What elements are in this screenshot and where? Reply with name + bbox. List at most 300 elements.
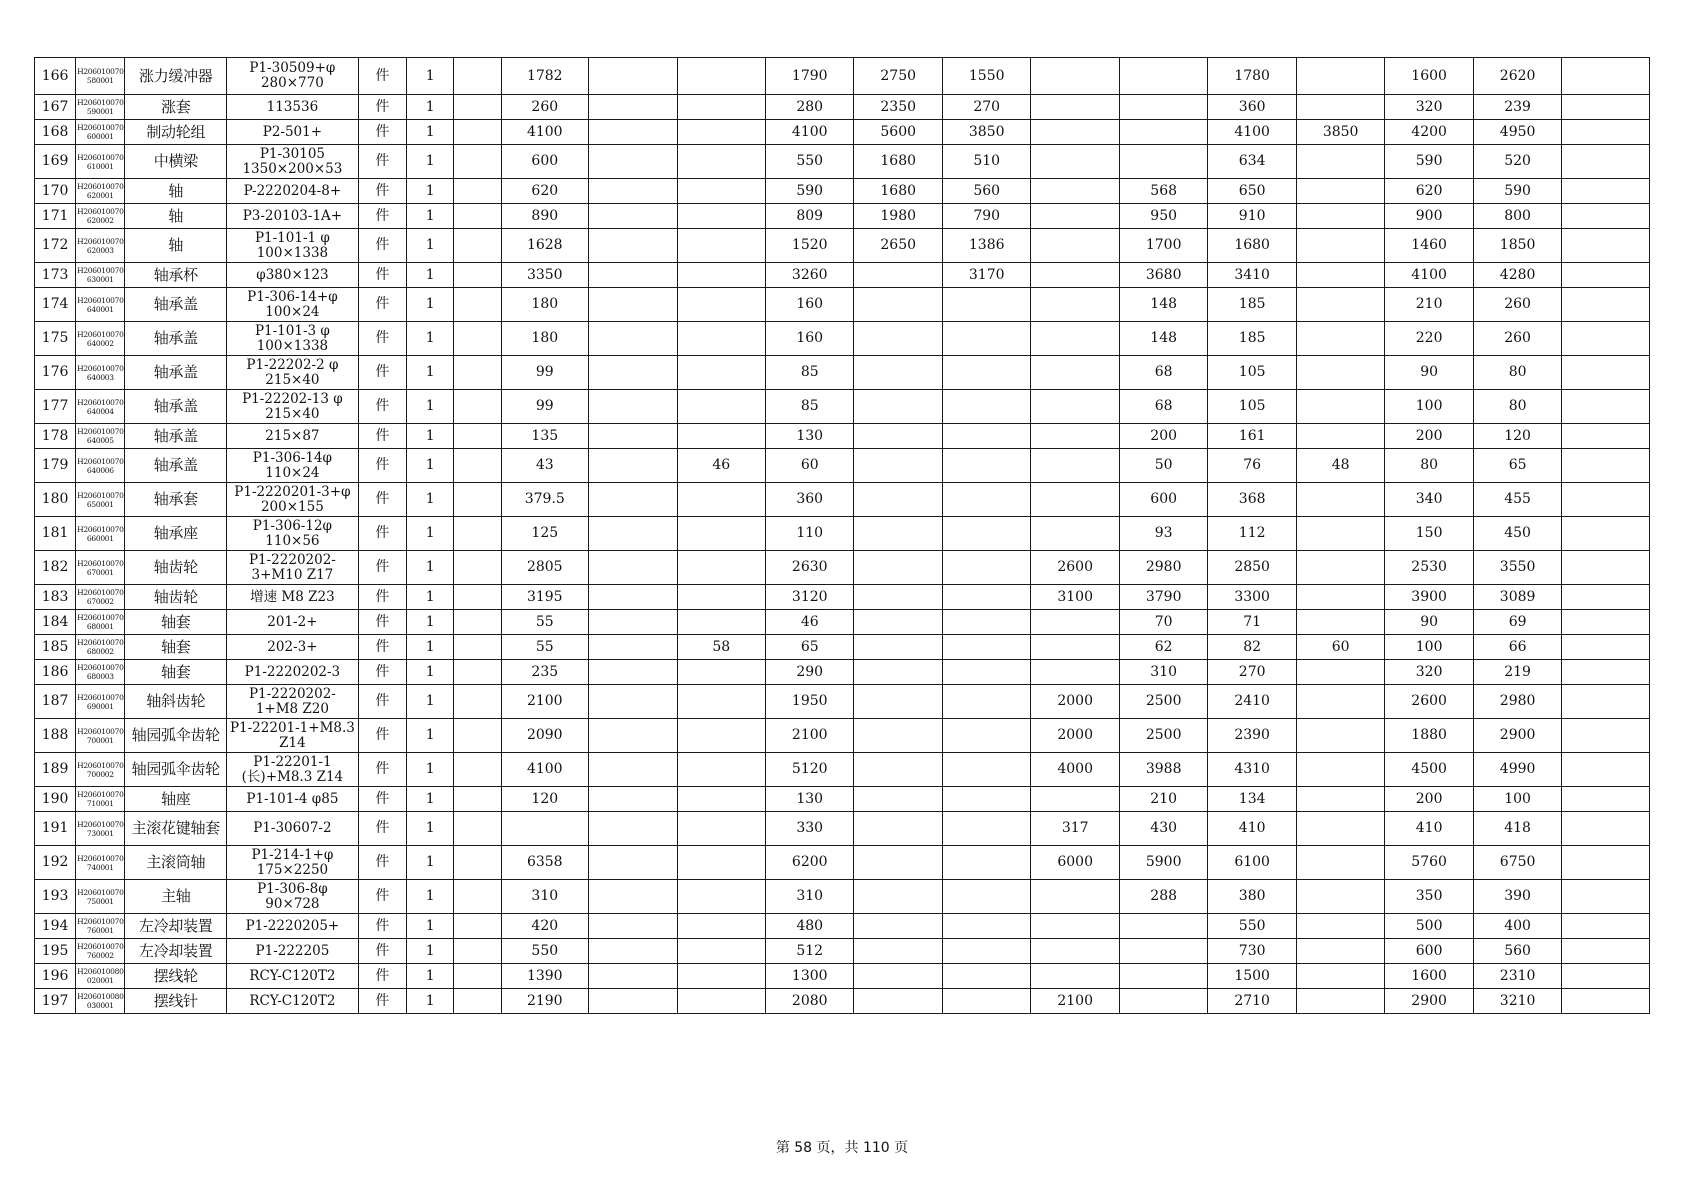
- value-cell-c8: [1031, 424, 1119, 449]
- value-cell-c2: 2190: [501, 989, 588, 1014]
- value-cell-c6: [854, 263, 942, 288]
- value-cell-c5: 3260: [765, 263, 853, 288]
- unit-cell: 件: [358, 585, 406, 610]
- unit-cell: 件: [358, 635, 406, 660]
- value-cell-c3: [589, 812, 677, 846]
- value-cell-c12: 210: [1385, 288, 1473, 322]
- table-row: [35, 390, 1650, 424]
- value-cell-c4: 58: [677, 635, 765, 660]
- value-cell-c8: 3100: [1031, 585, 1119, 610]
- table-row: [35, 229, 1650, 263]
- item-name-cell: 轴: [125, 204, 227, 229]
- value-cell-c3: [589, 449, 677, 483]
- quantity-cell: 1: [407, 424, 454, 449]
- item-name-cell: 轴承盖: [125, 356, 227, 390]
- value-cell-c3: [589, 787, 677, 812]
- value-cell-c4: [677, 880, 765, 914]
- value-cell-c12: 1600: [1385, 964, 1473, 989]
- value-cell-c3: [589, 229, 677, 263]
- value-cell-c10: 185: [1208, 322, 1296, 356]
- value-cell-c12: 90: [1385, 356, 1473, 390]
- value-cell-c4: [677, 424, 765, 449]
- value-cell-c1: [454, 610, 501, 635]
- row-number-cell: 186: [35, 660, 76, 685]
- value-cell-c1: [454, 449, 501, 483]
- value-cell-c12: 620: [1385, 179, 1473, 204]
- value-cell-c4: [677, 179, 765, 204]
- value-cell-c7: [942, 964, 1030, 989]
- value-cell-c2: 2805: [501, 551, 588, 585]
- value-cell-c2: 550: [501, 939, 588, 964]
- value-cell-c6: 2650: [854, 229, 942, 263]
- value-cell-c2: 180: [501, 288, 588, 322]
- value-cell-c8: [1031, 660, 1119, 685]
- item-name-cell: 摆线轮: [125, 964, 227, 989]
- value-cell-c10: 730: [1208, 939, 1296, 964]
- value-cell-c4: [677, 483, 765, 517]
- value-cell-c11: [1296, 424, 1384, 449]
- value-cell-c10: 4310: [1208, 753, 1296, 787]
- item-name-cell: 轴园弧伞齿轮: [125, 719, 227, 753]
- value-cell-c1: [454, 939, 501, 964]
- value-cell-c9: 288: [1119, 880, 1207, 914]
- value-cell-c2: 55: [501, 610, 588, 635]
- value-cell-c10: 410: [1208, 812, 1296, 846]
- item-name-cell: 轴齿轮: [125, 551, 227, 585]
- value-cell-c1: [454, 95, 501, 120]
- item-name-cell: 轴套: [125, 660, 227, 685]
- unit-cell: 件: [358, 610, 406, 635]
- value-cell-c9: [1119, 58, 1207, 95]
- row-number-cell: 182: [35, 551, 76, 585]
- value-cell-c5: 160: [765, 288, 853, 322]
- value-cell-c8: [1031, 449, 1119, 483]
- value-cell-c4: [677, 939, 765, 964]
- item-name-cell: 轴套: [125, 635, 227, 660]
- value-cell-c12: 350: [1385, 880, 1473, 914]
- value-cell-c14: [1562, 263, 1650, 288]
- value-cell-c10: 71: [1208, 610, 1296, 635]
- value-cell-c12: 3900: [1385, 585, 1473, 610]
- value-cell-c9: 70: [1119, 610, 1207, 635]
- value-cell-c2: 3350: [501, 263, 588, 288]
- quantity-cell: 1: [407, 660, 454, 685]
- value-cell-c8: [1031, 263, 1119, 288]
- value-cell-c7: 1386: [942, 229, 1030, 263]
- value-cell-c6: [854, 812, 942, 846]
- table-row: [35, 846, 1650, 880]
- value-cell-c12: 80: [1385, 449, 1473, 483]
- unit-cell: 件: [358, 660, 406, 685]
- value-cell-c10: 368: [1208, 483, 1296, 517]
- value-cell-c2: 135: [501, 424, 588, 449]
- value-cell-c9: 68: [1119, 390, 1207, 424]
- value-cell-c9: 1700: [1119, 229, 1207, 263]
- value-cell-c12: 2600: [1385, 685, 1473, 719]
- value-cell-c3: [589, 483, 677, 517]
- value-cell-c5: 130: [765, 424, 853, 449]
- material-code-cell: H206010070 670001: [76, 551, 125, 585]
- value-cell-c1: [454, 263, 501, 288]
- row-number-cell: 194: [35, 914, 76, 939]
- unit-cell: 件: [358, 179, 406, 204]
- value-cell-c1: [454, 812, 501, 846]
- value-cell-c12: 2530: [1385, 551, 1473, 585]
- table-row: [35, 610, 1650, 635]
- material-code-cell: H206010070 620001: [76, 179, 125, 204]
- value-cell-c10: 76: [1208, 449, 1296, 483]
- value-cell-c11: [1296, 939, 1384, 964]
- quantity-cell: 1: [407, 812, 454, 846]
- value-cell-c3: [589, 685, 677, 719]
- material-code-cell: H206010070 730001: [76, 812, 125, 846]
- value-cell-c11: [1296, 610, 1384, 635]
- value-cell-c4: [677, 229, 765, 263]
- value-cell-c11: [1296, 322, 1384, 356]
- value-cell-c5: 512: [765, 939, 853, 964]
- quantity-cell: 1: [407, 95, 454, 120]
- value-cell-c11: [1296, 880, 1384, 914]
- value-cell-c5: 110: [765, 517, 853, 551]
- value-cell-c3: [589, 914, 677, 939]
- item-spec-cell: 201-2+: [227, 610, 359, 635]
- row-number-cell: 176: [35, 356, 76, 390]
- value-cell-c1: [454, 356, 501, 390]
- table-row: [35, 964, 1650, 989]
- value-cell-c13: 1850: [1473, 229, 1561, 263]
- quantity-cell: 1: [407, 179, 454, 204]
- value-cell-c13: 69: [1473, 610, 1561, 635]
- value-cell-c2: 43: [501, 449, 588, 483]
- value-cell-c2: 890: [501, 204, 588, 229]
- value-cell-c8: 6000: [1031, 846, 1119, 880]
- unit-cell: 件: [358, 787, 406, 812]
- value-cell-c6: [854, 610, 942, 635]
- value-cell-c9: 50: [1119, 449, 1207, 483]
- value-cell-c13: 400: [1473, 914, 1561, 939]
- table-row: [35, 58, 1650, 95]
- value-cell-c14: [1562, 449, 1650, 483]
- material-code-cell: H206010070 590001: [76, 95, 125, 120]
- unit-cell: 件: [358, 880, 406, 914]
- value-cell-c1: [454, 551, 501, 585]
- value-cell-c3: [589, 145, 677, 179]
- table-row: [35, 719, 1650, 753]
- value-cell-c1: [454, 517, 501, 551]
- material-code-cell: H206010070 750001: [76, 880, 125, 914]
- item-name-cell: 涨力缓冲器: [125, 58, 227, 95]
- item-spec-cell: P1-222205: [227, 939, 359, 964]
- value-cell-c11: [1296, 964, 1384, 989]
- item-spec-cell: 113536: [227, 95, 359, 120]
- value-cell-c7: [942, 719, 1030, 753]
- row-number-cell: 179: [35, 449, 76, 483]
- value-cell-c12: 2900: [1385, 989, 1473, 1014]
- value-cell-c8: [1031, 145, 1119, 179]
- value-cell-c6: [854, 914, 942, 939]
- value-cell-c1: [454, 288, 501, 322]
- value-cell-c2: [501, 812, 588, 846]
- quantity-cell: 1: [407, 263, 454, 288]
- quantity-cell: 1: [407, 322, 454, 356]
- value-cell-c5: 1300: [765, 964, 853, 989]
- value-cell-c5: 1950: [765, 685, 853, 719]
- unit-cell: 件: [358, 58, 406, 95]
- row-number-cell: 170: [35, 179, 76, 204]
- value-cell-c1: [454, 660, 501, 685]
- value-cell-c8: [1031, 95, 1119, 120]
- value-cell-c8: [1031, 204, 1119, 229]
- value-cell-c14: [1562, 95, 1650, 120]
- value-cell-c1: [454, 145, 501, 179]
- value-cell-c6: [854, 685, 942, 719]
- value-cell-c3: [589, 989, 677, 1014]
- value-cell-c13: 120: [1473, 424, 1561, 449]
- value-cell-c2: 4100: [501, 753, 588, 787]
- value-cell-c2: 4100: [501, 120, 588, 145]
- row-number-cell: 173: [35, 263, 76, 288]
- value-cell-c12: 600: [1385, 939, 1473, 964]
- value-cell-c1: [454, 753, 501, 787]
- row-number-cell: 178: [35, 424, 76, 449]
- value-cell-c6: [854, 424, 942, 449]
- value-cell-c5: 480: [765, 914, 853, 939]
- value-cell-c2: 600: [501, 145, 588, 179]
- value-cell-c9: 93: [1119, 517, 1207, 551]
- item-spec-cell: P1-22202-13 φ 215×40: [227, 390, 359, 424]
- quantity-cell: 1: [407, 356, 454, 390]
- material-code-cell: H206010070 700001: [76, 719, 125, 753]
- value-cell-c3: [589, 204, 677, 229]
- item-name-cell: 中横梁: [125, 145, 227, 179]
- value-cell-c7: [942, 390, 1030, 424]
- quantity-cell: 1: [407, 939, 454, 964]
- value-cell-c8: [1031, 356, 1119, 390]
- unit-cell: 件: [358, 551, 406, 585]
- unit-cell: 件: [358, 989, 406, 1014]
- row-number-cell: 189: [35, 753, 76, 787]
- value-cell-c6: [854, 989, 942, 1014]
- value-cell-c11: [1296, 483, 1384, 517]
- value-cell-c14: [1562, 812, 1650, 846]
- value-cell-c6: [854, 635, 942, 660]
- item-spec-cell: P1-30607-2: [227, 812, 359, 846]
- value-cell-c5: 130: [765, 787, 853, 812]
- value-cell-c3: [589, 610, 677, 635]
- row-number-cell: 197: [35, 989, 76, 1014]
- table-row: [35, 585, 1650, 610]
- value-cell-c9: 210: [1119, 787, 1207, 812]
- item-name-cell: 轴齿轮: [125, 585, 227, 610]
- value-cell-c1: [454, 719, 501, 753]
- value-cell-c2: 2100: [501, 685, 588, 719]
- value-cell-c14: [1562, 356, 1650, 390]
- item-spec-cell: P1-306-8φ 90×728: [227, 880, 359, 914]
- value-cell-c7: [942, 660, 1030, 685]
- value-cell-c8: 4000: [1031, 753, 1119, 787]
- value-cell-c10: 4100: [1208, 120, 1296, 145]
- value-cell-c5: 3120: [765, 585, 853, 610]
- row-number-cell: 191: [35, 812, 76, 846]
- value-cell-c11: [1296, 288, 1384, 322]
- value-cell-c1: [454, 390, 501, 424]
- unit-cell: 件: [358, 449, 406, 483]
- quantity-cell: 1: [407, 145, 454, 179]
- value-cell-c10: 270: [1208, 660, 1296, 685]
- table-body: [35, 58, 1650, 1014]
- value-cell-c9: 148: [1119, 322, 1207, 356]
- value-cell-c6: [854, 939, 942, 964]
- value-cell-c4: [677, 989, 765, 1014]
- value-cell-c4: [677, 812, 765, 846]
- value-cell-c14: [1562, 390, 1650, 424]
- value-cell-c14: [1562, 939, 1650, 964]
- value-cell-c7: [942, 880, 1030, 914]
- value-cell-c13: 560: [1473, 939, 1561, 964]
- value-cell-c11: [1296, 812, 1384, 846]
- value-cell-c2: 99: [501, 356, 588, 390]
- value-cell-c8: [1031, 179, 1119, 204]
- row-number-cell: 168: [35, 120, 76, 145]
- value-cell-c1: [454, 424, 501, 449]
- unit-cell: 件: [358, 753, 406, 787]
- material-code-cell: H206010070 680001: [76, 610, 125, 635]
- value-cell-c3: [589, 964, 677, 989]
- item-name-cell: 主轴: [125, 880, 227, 914]
- value-cell-c5: 85: [765, 390, 853, 424]
- table-row: [35, 880, 1650, 914]
- value-cell-c14: [1562, 635, 1650, 660]
- item-spec-cell: P2-501+: [227, 120, 359, 145]
- table-row: [35, 551, 1650, 585]
- item-spec-cell: P1-2220201-3+φ 200×155: [227, 483, 359, 517]
- table-row: [35, 322, 1650, 356]
- table-row: [35, 812, 1650, 846]
- value-cell-c8: 2100: [1031, 989, 1119, 1014]
- row-number-cell: 174: [35, 288, 76, 322]
- value-cell-c8: 2600: [1031, 551, 1119, 585]
- item-spec-cell: RCY-C120T2: [227, 964, 359, 989]
- value-cell-c12: 4500: [1385, 753, 1473, 787]
- value-cell-c7: [942, 449, 1030, 483]
- material-code-cell: H206010070 670002: [76, 585, 125, 610]
- value-cell-c1: [454, 179, 501, 204]
- value-cell-c7: [942, 322, 1030, 356]
- value-cell-c6: 2750: [854, 58, 942, 95]
- value-cell-c14: [1562, 753, 1650, 787]
- value-cell-c7: [942, 914, 1030, 939]
- item-spec-cell: P1-30509+φ 280×770: [227, 58, 359, 95]
- value-cell-c10: 105: [1208, 390, 1296, 424]
- value-cell-c2: 180: [501, 322, 588, 356]
- material-code-cell: H206010070 760001: [76, 914, 125, 939]
- value-cell-c3: [589, 880, 677, 914]
- item-spec-cell: P1-214-1+φ 175×2250: [227, 846, 359, 880]
- value-cell-c6: [854, 585, 942, 610]
- row-number-cell: 175: [35, 322, 76, 356]
- value-cell-c7: [942, 846, 1030, 880]
- value-cell-c6: 5600: [854, 120, 942, 145]
- value-cell-c4: [677, 719, 765, 753]
- value-cell-c8: [1031, 914, 1119, 939]
- quantity-cell: 1: [407, 719, 454, 753]
- value-cell-c14: [1562, 517, 1650, 551]
- value-cell-c4: [677, 263, 765, 288]
- value-cell-c12: 900: [1385, 204, 1473, 229]
- value-cell-c14: [1562, 610, 1650, 635]
- value-cell-c13: 80: [1473, 356, 1561, 390]
- value-cell-c3: [589, 585, 677, 610]
- value-cell-c12: 1880: [1385, 719, 1473, 753]
- value-cell-c8: [1031, 610, 1119, 635]
- value-cell-c14: [1562, 787, 1650, 812]
- row-number-cell: 185: [35, 635, 76, 660]
- value-cell-c7: [942, 685, 1030, 719]
- value-cell-c5: 550: [765, 145, 853, 179]
- value-cell-c8: [1031, 229, 1119, 263]
- value-cell-c13: 590: [1473, 179, 1561, 204]
- value-cell-c12: 410: [1385, 812, 1473, 846]
- value-cell-c10: 112: [1208, 517, 1296, 551]
- material-code-cell: H206010070 650001: [76, 483, 125, 517]
- unit-cell: 件: [358, 424, 406, 449]
- value-cell-c12: 200: [1385, 424, 1473, 449]
- unit-cell: 件: [358, 517, 406, 551]
- value-cell-c4: [677, 685, 765, 719]
- value-cell-c3: [589, 660, 677, 685]
- value-cell-c2: 235: [501, 660, 588, 685]
- value-cell-c13: 80: [1473, 390, 1561, 424]
- value-cell-c7: 510: [942, 145, 1030, 179]
- value-cell-c1: [454, 989, 501, 1014]
- value-cell-c9: 148: [1119, 288, 1207, 322]
- value-cell-c5: 310: [765, 880, 853, 914]
- value-cell-c6: 1980: [854, 204, 942, 229]
- value-cell-c13: 455: [1473, 483, 1561, 517]
- value-cell-c7: [942, 517, 1030, 551]
- value-cell-c10: 910: [1208, 204, 1296, 229]
- table-row: [35, 204, 1650, 229]
- value-cell-c3: [589, 551, 677, 585]
- table-row: [35, 95, 1650, 120]
- material-code-cell: H206010070 690001: [76, 685, 125, 719]
- item-name-cell: 制动轮组: [125, 120, 227, 145]
- value-cell-c5: 280: [765, 95, 853, 120]
- value-cell-c7: [942, 610, 1030, 635]
- row-number-cell: 166: [35, 58, 76, 95]
- value-cell-c4: [677, 145, 765, 179]
- value-cell-c5: 2100: [765, 719, 853, 753]
- value-cell-c5: 330: [765, 812, 853, 846]
- quantity-cell: 1: [407, 390, 454, 424]
- value-cell-c9: 2500: [1119, 719, 1207, 753]
- value-cell-c2: 1782: [501, 58, 588, 95]
- value-cell-c5: 6200: [765, 846, 853, 880]
- value-cell-c10: 3300: [1208, 585, 1296, 610]
- value-cell-c11: [1296, 58, 1384, 95]
- material-code-cell: H206010070 660001: [76, 517, 125, 551]
- item-name-cell: 左冷却装置: [125, 939, 227, 964]
- value-cell-c2: 6358: [501, 846, 588, 880]
- value-cell-c3: [589, 58, 677, 95]
- row-number-cell: 184: [35, 610, 76, 635]
- value-cell-c2: 420: [501, 914, 588, 939]
- value-cell-c4: [677, 964, 765, 989]
- value-cell-c1: [454, 322, 501, 356]
- table-row: [35, 449, 1650, 483]
- value-cell-c9: 62: [1119, 635, 1207, 660]
- value-cell-c2: 620: [501, 179, 588, 204]
